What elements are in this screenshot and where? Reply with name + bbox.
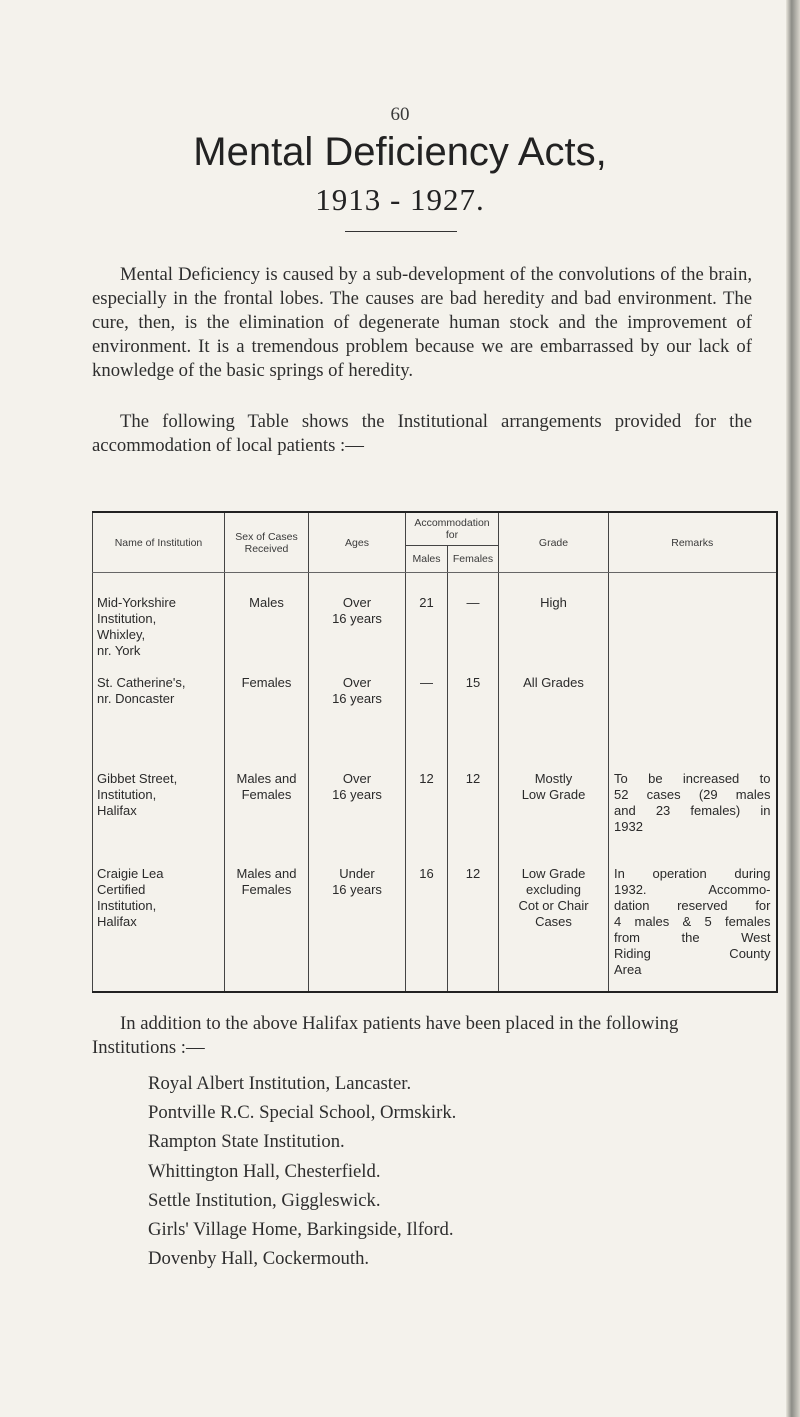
header-sex: Sex of Cases Received <box>225 512 309 573</box>
grade-line: All Grades <box>523 675 584 691</box>
table-row <box>93 866 777 992</box>
cell-sex <box>225 573 309 676</box>
list-item: Girls' Village Home, Barkingside, Ilford. <box>148 1218 454 1240</box>
cell-males: 12 <box>406 771 448 867</box>
remarks-line: 1932. Accommo- <box>614 882 771 898</box>
sex-line: Males and <box>236 770 297 786</box>
cell-name <box>93 573 225 676</box>
remarks-line: 4 males & 5 females <box>614 914 771 930</box>
cell-name <box>93 771 225 867</box>
sex-line: Females <box>241 675 292 691</box>
header-grade: Grade <box>499 512 609 573</box>
remarks-line: Area <box>614 962 642 978</box>
name-line: Certified <box>97 882 146 898</box>
ages-line: Over <box>342 595 372 610</box>
ages-line: Over <box>342 675 372 691</box>
cell-ages <box>309 675 406 771</box>
additional-placements-paragraph: In addition to the above Halifax patients have been placed in the following Institutions :— <box>92 1013 679 1058</box>
name-line: Craigie Lea <box>97 866 164 882</box>
cell-grade <box>499 573 609 676</box>
cell-males: 21 <box>406 573 448 676</box>
name-line: Institution, <box>97 786 157 802</box>
list-item: Settle Institution, Giggleswick. <box>148 1189 381 1211</box>
remarks-line: and 23 females) in <box>614 802 771 818</box>
name-line: nr. York <box>97 643 141 658</box>
grade-line: Mostly <box>534 770 573 786</box>
cell-remarks <box>609 675 777 771</box>
title-divider <box>345 231 457 232</box>
name-line: St. Catherine's, <box>97 675 186 691</box>
name-line: Halifax <box>97 914 137 930</box>
list-item: Pontville R.C. Special School, Ormskirk. <box>148 1102 457 1124</box>
name-line: Institution, <box>97 898 157 914</box>
cell-females: 15 <box>448 675 499 771</box>
header-name: Name of Institution <box>93 512 225 573</box>
name-line: Institution, <box>97 611 157 626</box>
cell-sex <box>225 675 309 771</box>
cell-sex <box>225 771 309 867</box>
remarks-line: 1932 <box>614 818 643 834</box>
ages-line: 16 years <box>332 786 382 802</box>
institutions-list <box>148 1069 748 1273</box>
header-males: Males <box>406 546 448 573</box>
cell-ages <box>309 573 406 676</box>
header-remarks: Remarks <box>609 512 777 573</box>
grade-line: Cot or Chair <box>518 898 589 914</box>
remarks-line: 52 cases (29 males <box>614 786 771 802</box>
table-row <box>93 771 777 867</box>
header-accommodation: Accommodation for <box>406 512 499 546</box>
cell-sex <box>225 866 309 992</box>
remarks-line: dation reserved for <box>614 898 771 914</box>
page-title: Mental Deficiency Acts, <box>193 130 607 174</box>
cell-females: 12 <box>448 771 499 867</box>
sex-line: Females <box>241 882 292 898</box>
institutions-table <box>92 511 778 993</box>
page-subtitle: 1913 - 1927. <box>315 182 485 217</box>
ages-line: 16 years <box>332 882 382 898</box>
table-intro-paragraph: The following Table shows the Institutional arrangements provided for the accommodation of local patients :— <box>92 411 752 456</box>
cell-females: — <box>448 573 499 676</box>
name-line: Mid-Yorkshire <box>97 595 176 610</box>
sex-line: Males and <box>236 866 297 882</box>
name-line: Halifax <box>97 802 137 818</box>
ages-line: Under <box>339 866 375 882</box>
cell-remarks <box>609 866 777 992</box>
remarks-line: from the West <box>614 930 771 946</box>
grade-line: excluding <box>526 882 581 898</box>
remarks-line: To be increased to <box>614 770 771 786</box>
header-ages: Ages <box>309 512 406 573</box>
cell-males: — <box>406 675 448 771</box>
cell-grade <box>499 866 609 992</box>
remarks-line: Riding County <box>614 946 771 962</box>
list-item: Rampton State Institution. <box>148 1131 345 1153</box>
header-females: Females <box>448 546 499 573</box>
cell-grade <box>499 675 609 771</box>
cell-remarks <box>609 573 777 676</box>
list-item: Royal Albert Institution, Lancaster. <box>148 1073 412 1094</box>
ages-line: 16 years <box>332 611 382 626</box>
cell-females: 12 <box>448 866 499 992</box>
cell-name <box>93 675 225 771</box>
cell-ages <box>309 866 406 992</box>
list-item: Dovenby Hall, Cockermouth. <box>148 1248 370 1270</box>
cell-males: 16 <box>406 866 448 992</box>
sex-line: Males <box>249 595 284 610</box>
table-row <box>93 573 777 676</box>
intro-paragraph: Mental Deficiency is caused by a sub-development of the convolutions of the brain, especially in the frontal lobes. The causes are bad heredity and bad environment. The cure, then, is the elimination of degenerate human stock and the improvement of environment. It is a tremendous problem because we are embarrassed by our lack of knowledge of the basic springs of heredity. <box>92 264 752 381</box>
sex-line: Females <box>241 786 292 802</box>
cell-remarks <box>609 771 777 867</box>
name-line: Gibbet Street, <box>97 770 178 786</box>
cell-grade <box>499 771 609 867</box>
cell-ages <box>309 771 406 867</box>
list-item: Whittington Hall, Chesterfield. <box>148 1160 381 1182</box>
grade-line: High <box>540 595 567 610</box>
grade-line: Low Grade <box>521 786 586 802</box>
ages-line: Over <box>342 770 372 786</box>
name-line: Whixley, <box>97 627 146 642</box>
page-number: 60 <box>390 104 410 125</box>
name-line: nr. Doncaster <box>97 691 175 707</box>
grade-line: Low Grade <box>521 866 586 882</box>
table-row <box>93 675 777 771</box>
remarks-line: In operation during <box>614 866 771 882</box>
ages-line: 16 years <box>332 691 382 707</box>
cell-name <box>93 866 225 992</box>
grade-line: Cases <box>535 914 572 930</box>
